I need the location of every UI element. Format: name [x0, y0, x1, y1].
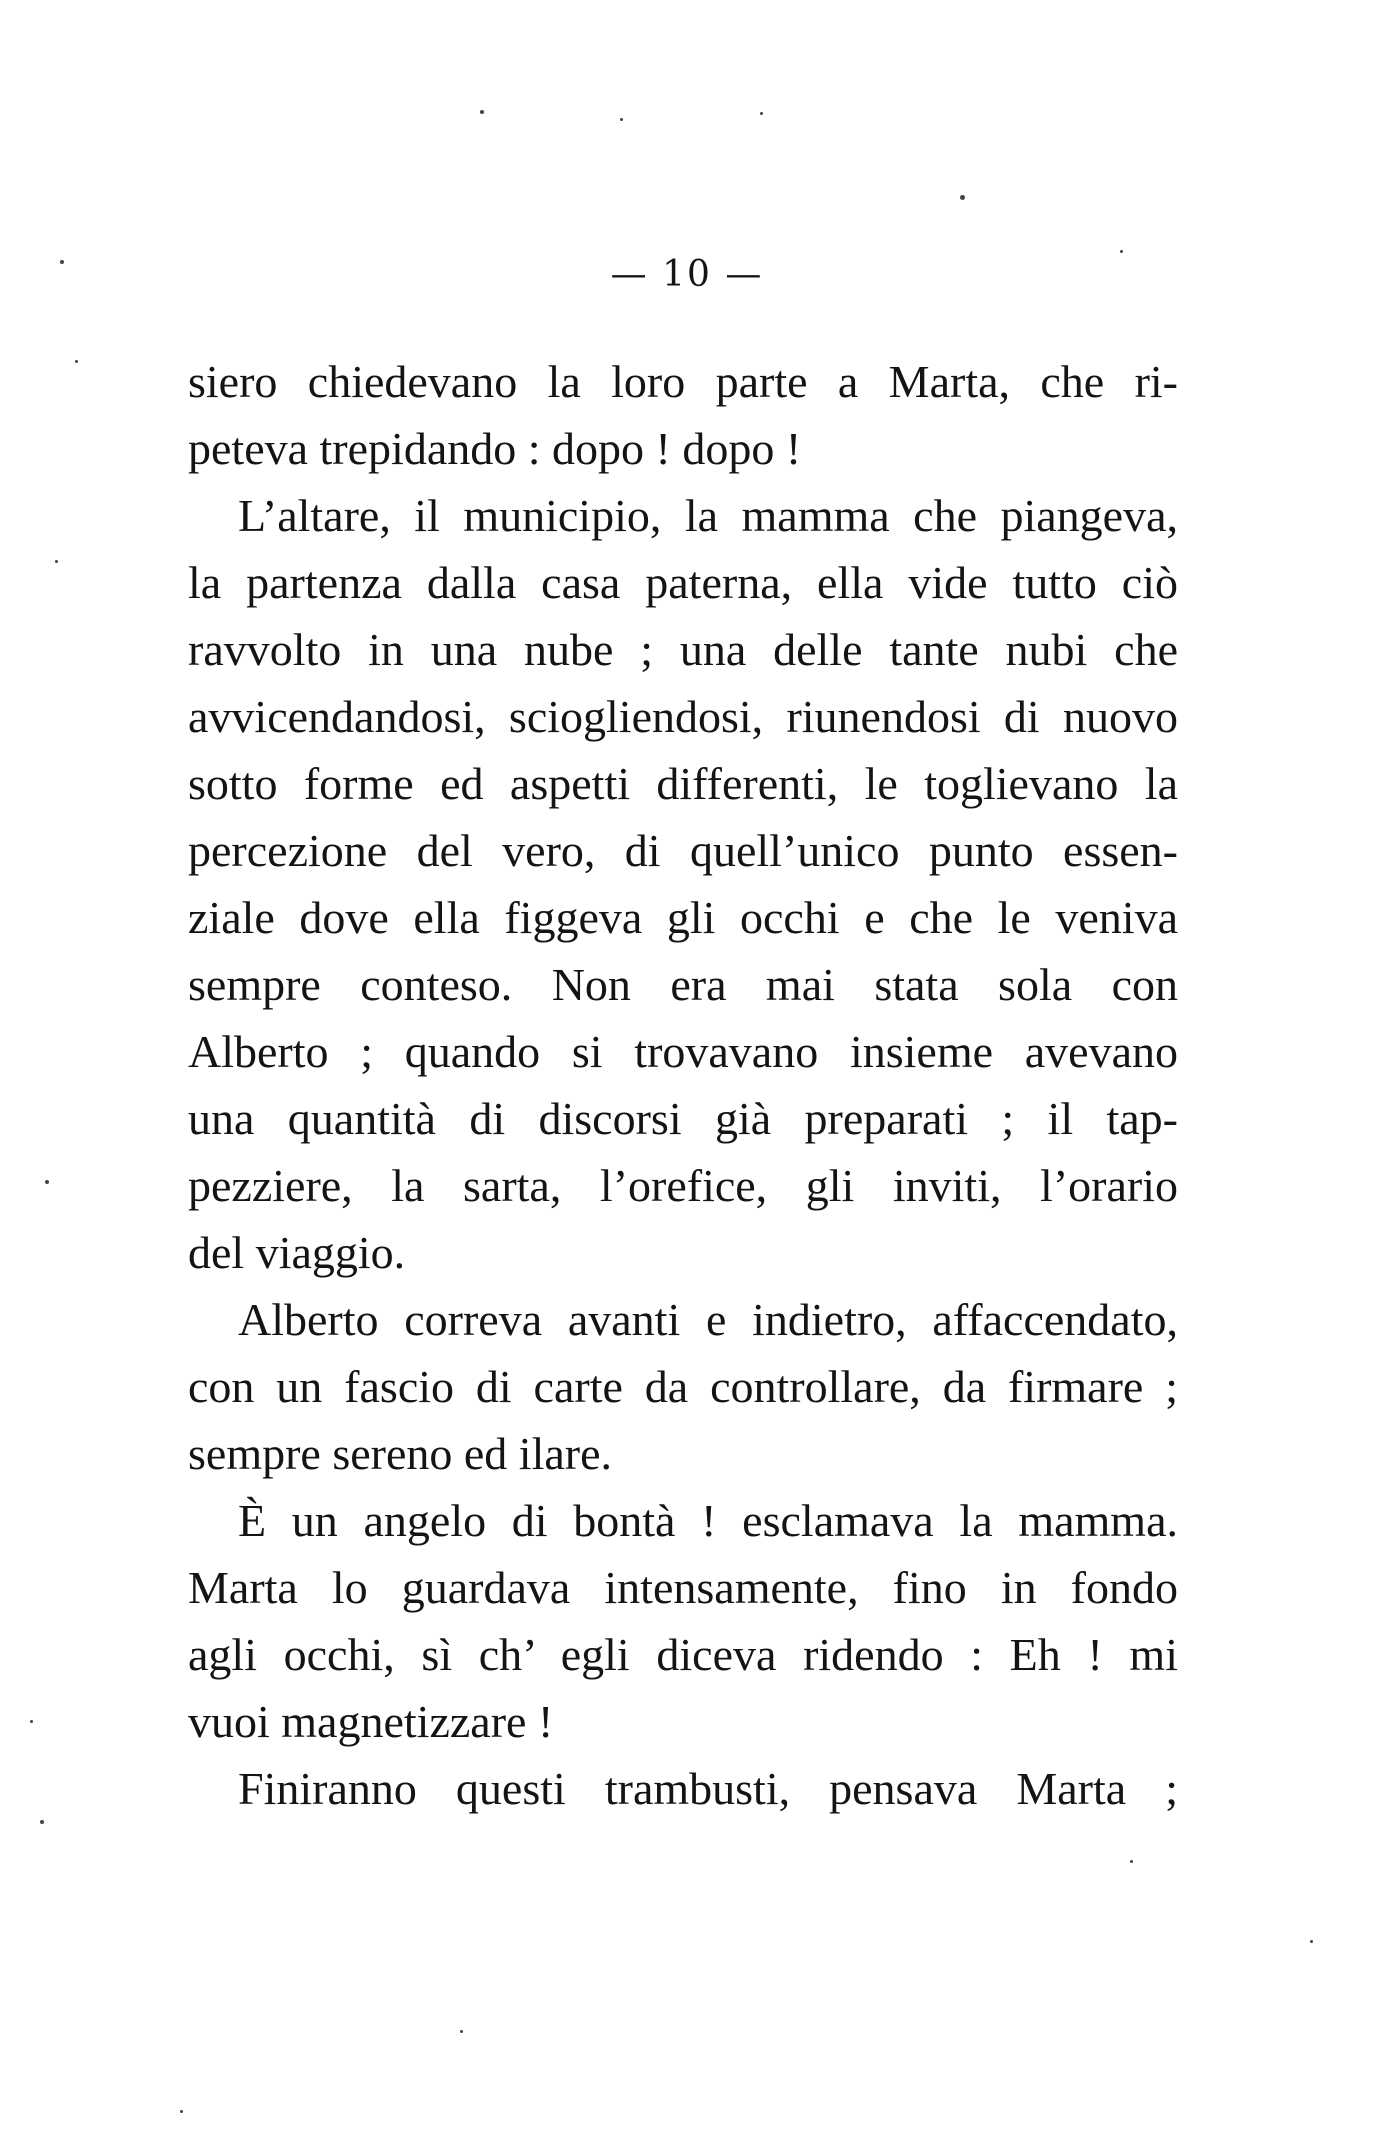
- text-line: percezione del vero, di quell’unico punto essen-: [188, 825, 1178, 876]
- scan-speck: [1130, 1860, 1133, 1863]
- scan-speck: [30, 1720, 33, 1723]
- page-number: — 10 —: [610, 254, 764, 295]
- text-line: Finiranno questi trambusti, pensava Marta ;: [238, 1763, 1178, 1814]
- text-line: Marta lo guardava intensamente, fino in fondo: [188, 1562, 1178, 1613]
- scan-speck: [760, 112, 763, 115]
- text-line: avvicendandosi, sciogliendosi, riunendosi di nuovo: [188, 691, 1178, 742]
- text-line: del viaggio.: [188, 1227, 406, 1278]
- text-line: L’altare, il municipio, la mamma che piangeva,: [238, 490, 1178, 541]
- text-line: la partenza dalla casa paterna, ella vide tutto ciò: [188, 557, 1178, 608]
- text-line: una quantità di discorsi già preparati ; il tap-: [188, 1093, 1178, 1144]
- text-line: sempre sereno ed ilare.: [188, 1428, 613, 1479]
- text-line: ravvolto in una nube ; una delle tante nubi che: [188, 624, 1178, 675]
- scan-speck: [40, 1820, 44, 1824]
- text-line: Alberto ; quando si trovavano insieme avevano: [188, 1026, 1178, 1077]
- text-line: vuoi magnetizzare !: [188, 1696, 554, 1747]
- text-line: ziale dove ella figgeva gli occhi e che le veniva: [188, 892, 1178, 943]
- scan-speck: [60, 260, 64, 264]
- text-line: sotto forme ed aspetti differenti, le toglievano la: [188, 758, 1178, 809]
- text-line: Alberto correva avanti e indietro, affaccendato,: [238, 1294, 1178, 1345]
- text-line: siero chiedevano la loro parte a Marta, che ri-: [188, 356, 1178, 407]
- text-line: È un angelo di bontà ! esclamava la mamma.: [238, 1495, 1178, 1546]
- scan-speck: [960, 195, 965, 200]
- scan-speck: [55, 560, 58, 563]
- scan-speck: [1120, 250, 1123, 253]
- text-line: peteva trepidando : dopo ! dopo !: [188, 423, 802, 474]
- scan-speck: [180, 2110, 183, 2113]
- scan-speck: [480, 110, 484, 114]
- scan-speck: [75, 360, 78, 363]
- scan-speck: [460, 2030, 463, 2033]
- scan-speck: [45, 1180, 49, 1184]
- text-line: sempre conteso. Non era mai stata sola con: [188, 959, 1178, 1010]
- text-line: con un fascio di carte da controllare, da firmare ;: [188, 1361, 1178, 1412]
- page-body: [188, 348, 1178, 1822]
- scan-speck: [1310, 1940, 1313, 1943]
- text-line: pezziere, la sarta, l’orefice, gli inviti, l’orario: [188, 1160, 1178, 1211]
- scan-speck: [620, 118, 623, 121]
- text-line: agli occhi, sì ch’ egli diceva ridendo : Eh ! mi: [188, 1629, 1178, 1680]
